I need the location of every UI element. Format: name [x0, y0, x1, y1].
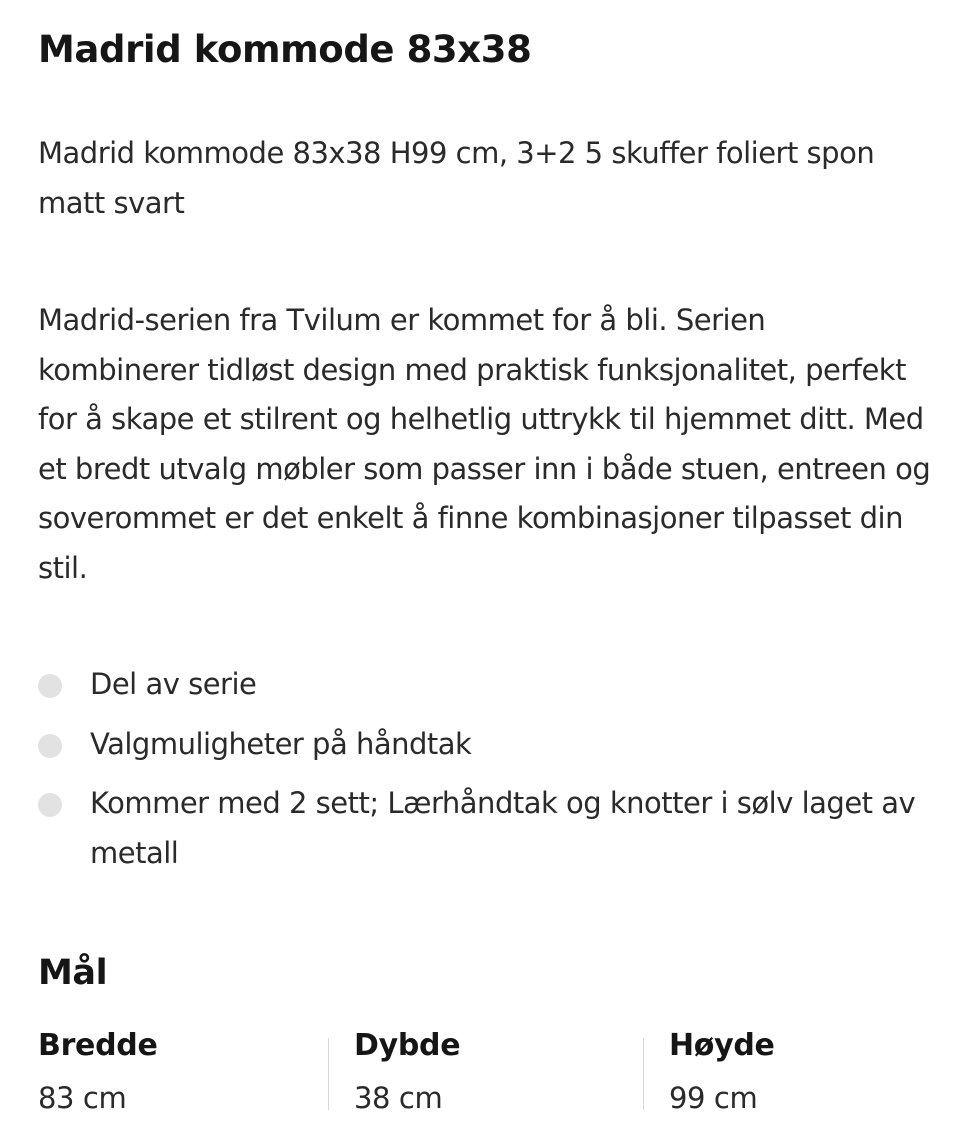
feature-label: Kommer med 2 sett; Lærhåndtak og knotter i sølv laget av metall	[90, 786, 916, 870]
dimension-value: 99 cm	[669, 1081, 758, 1115]
dimension-label: Høyde	[669, 1028, 775, 1063]
dimension-value: 83 cm	[38, 1081, 127, 1115]
dimension-label: Dybde	[354, 1028, 461, 1063]
product-short-description: Madrid kommode 83x38 H99 cm, 3+2 5 skuffer foliert spon matt svart	[38, 136, 875, 220]
dimension-divider	[643, 1038, 644, 1110]
dimension-divider	[328, 1038, 329, 1110]
dimensions-table	[38, 1020, 928, 1120]
dimension-label: Bredde	[38, 1028, 158, 1063]
dimension-width	[38, 1020, 328, 1120]
feature-item	[38, 779, 928, 878]
feature-item	[38, 720, 928, 770]
product-long-description: Madrid-serien fra Tvilum er kommet for å bli. Serien kombinerer tidløst design med praktisk funksjonalitet, perfekt for å skape et stilrent og helhetlig uttrykk til hjemmet ditt. Med et bredt utvalg møbler som passer inn i både stuen, entreen og soverommet er det enkelt å finne kombinasjoner tilpasset din stil.	[38, 303, 931, 585]
feature-list	[38, 660, 928, 888]
dimensions-title: Mål	[38, 953, 108, 993]
feature-label: Valgmuligheter på håndtak	[90, 726, 472, 761]
dimension-depth	[354, 1020, 644, 1120]
product-title: Madrid kommode 83x38	[38, 28, 532, 71]
bullet-dot-icon	[38, 734, 62, 758]
feature-item	[38, 660, 928, 710]
bullet-dot-icon	[38, 674, 62, 698]
bullet-dot-icon	[38, 793, 62, 817]
dimension-height	[669, 1020, 959, 1120]
dimension-value: 38 cm	[354, 1081, 443, 1115]
feature-label: Del av serie	[90, 667, 257, 701]
